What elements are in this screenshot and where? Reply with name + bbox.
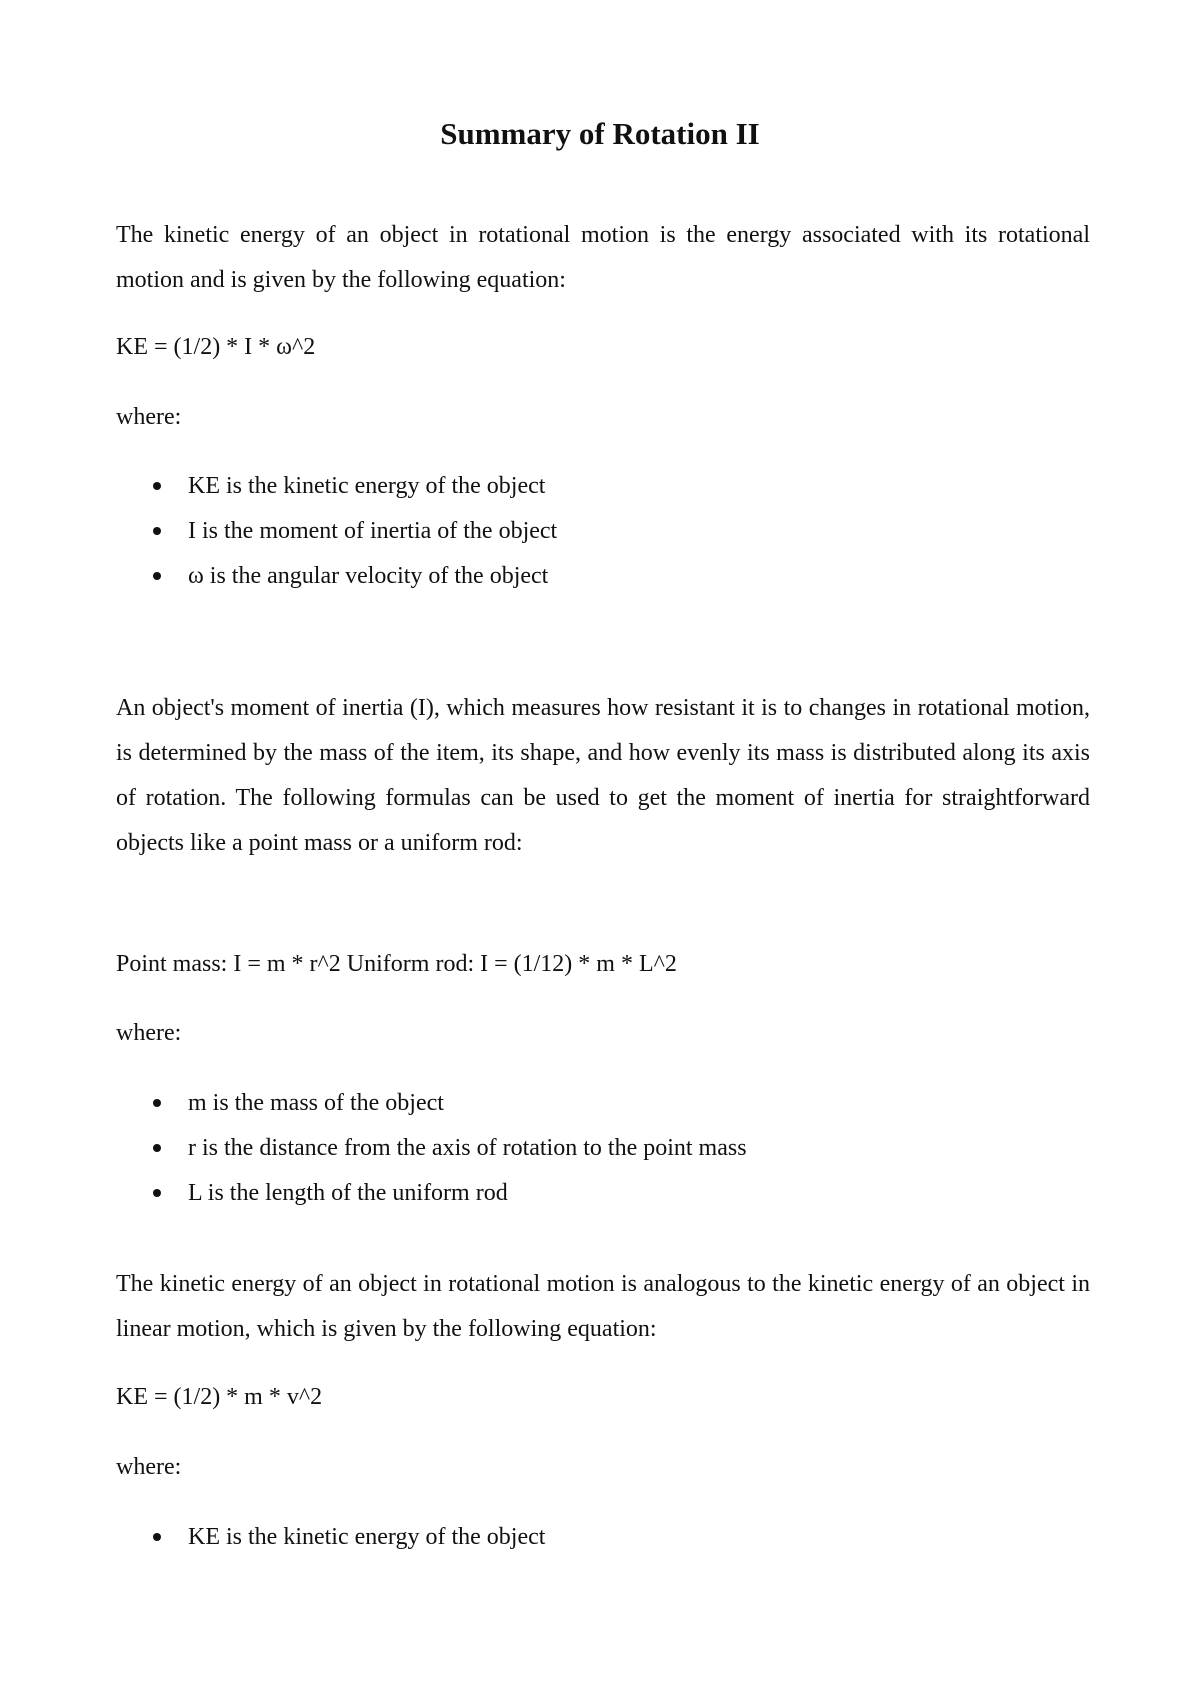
list-item: m is the mass of the object xyxy=(116,1081,1090,1126)
list-item: r is the distance from the axis of rotation to the point mass xyxy=(116,1126,1090,1171)
where-label: where: xyxy=(116,404,182,430)
where-label: where: xyxy=(116,1454,182,1480)
variables-list-1 xyxy=(116,464,1090,599)
list-item: ω is the angular velocity of the object xyxy=(116,554,1090,599)
bullet-icon xyxy=(153,1533,161,1541)
bullet-icon xyxy=(153,1189,161,1197)
bullet-icon xyxy=(153,572,161,580)
list-item: I is the moment of inertia of the object xyxy=(116,509,1090,554)
variables-list-2 xyxy=(116,1081,1090,1216)
intro-paragraph: The kinetic energy of an object in rotational motion is the energy associated with its rotational motion and is given by the following equation: xyxy=(116,222,1090,293)
moment-of-inertia-paragraph: An object's moment of inertia (I), which measures how resistant it is to changes in rotational motion, is determined by the mass of the item, its shape, and how evenly its mass is distributed along its axis of rotation. The following formulas can be used to get the moment of inertia for straightforward objects like a point mass or a uniform rod: xyxy=(116,695,1090,856)
bullet-icon xyxy=(153,527,161,535)
bullet-icon xyxy=(153,1144,161,1152)
list-item: KE is the kinetic energy of the object xyxy=(116,1515,1090,1560)
linear-ke-paragraph: The kinetic energy of an object in rotational motion is analogous to the kinetic energy of an object in linear motion, which is given by the following equation: xyxy=(116,1271,1090,1342)
equation-linear-ke: KE = (1/2) * m * v^2 xyxy=(116,1384,323,1410)
equation-inertia: Point mass: I = m * r^2 Uniform rod: I = (1/12) * m * L^2 xyxy=(116,951,677,977)
equation-rotational-ke: KE = (1/2) * I * ω^2 xyxy=(116,334,316,360)
bullet-icon xyxy=(153,482,161,490)
list-item: KE is the kinetic energy of the object xyxy=(116,464,1090,509)
where-label: where: xyxy=(116,1020,182,1046)
page-title: Summary of Rotation II xyxy=(440,116,760,151)
bullet-icon xyxy=(153,1099,161,1107)
list-item: L is the length of the uniform rod xyxy=(116,1171,1090,1216)
variables-list-3 xyxy=(116,1515,1090,1560)
